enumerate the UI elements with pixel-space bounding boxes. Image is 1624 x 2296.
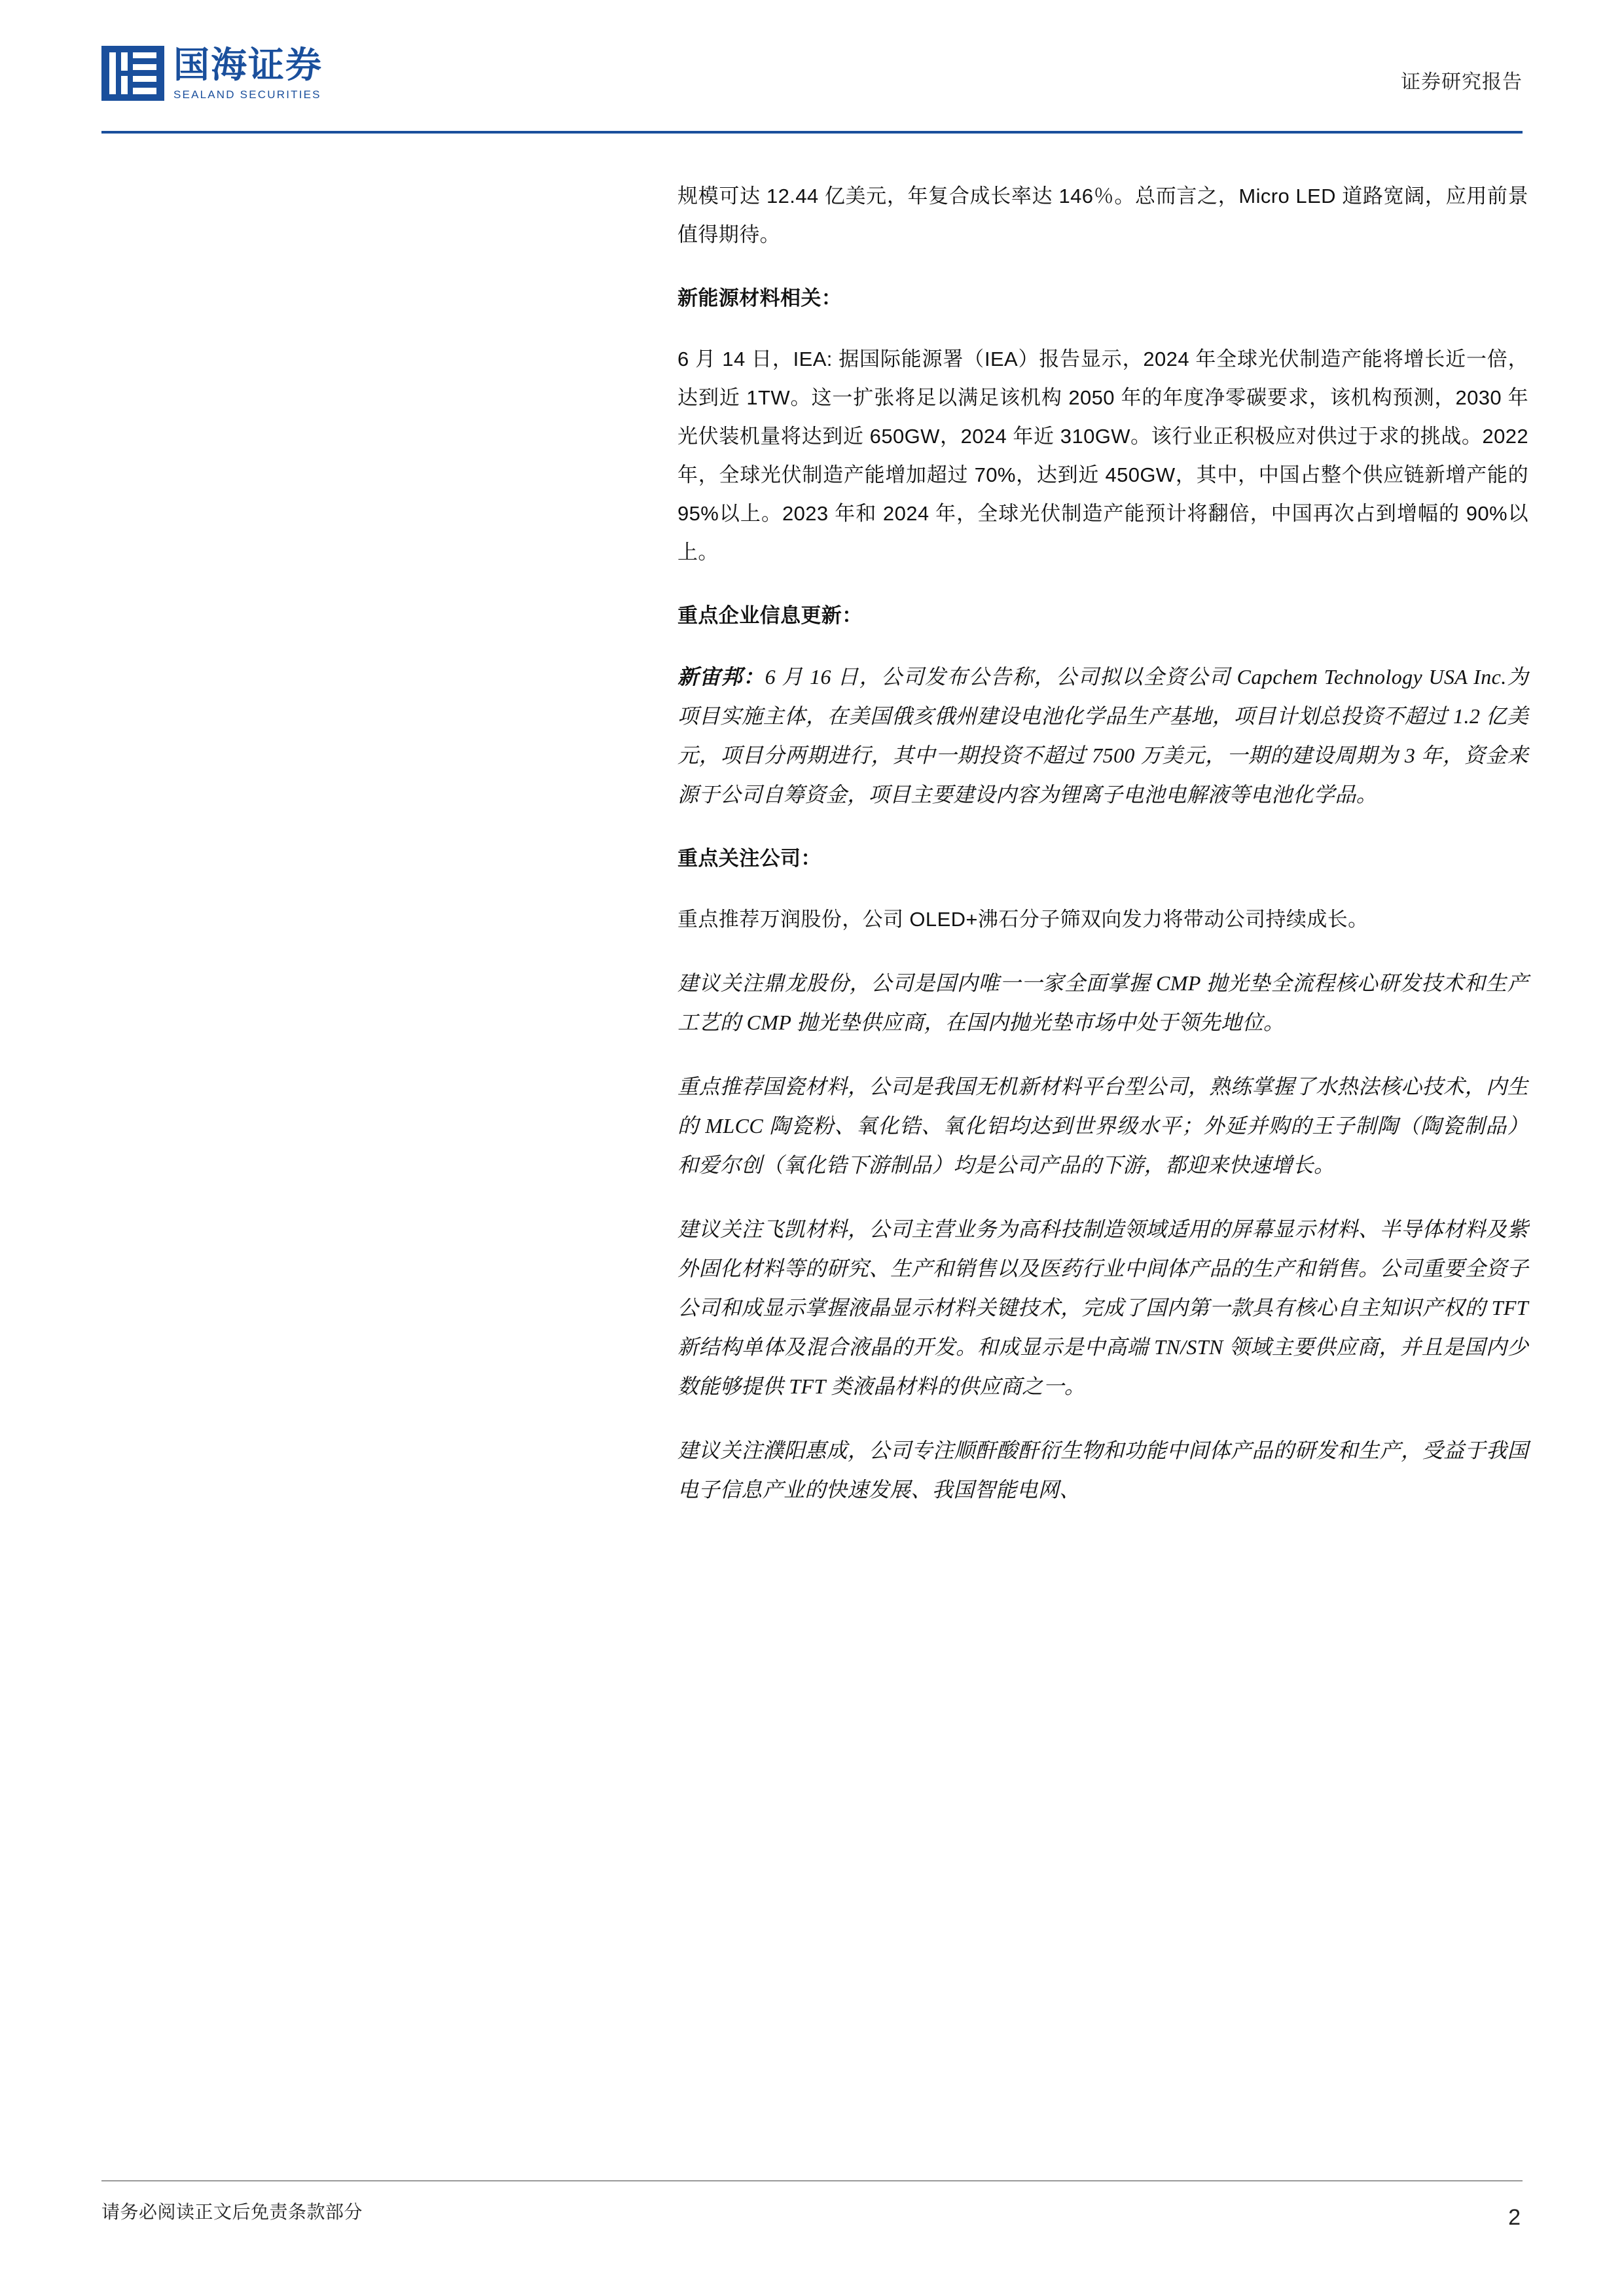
paragraph-dinglong: 建议关注鼎龙股份，公司是国内唯一一家全面掌握 CMP 抛光垫全流程核心研发技术和生产工艺的 CMP 抛光垫供应商，在国内抛光垫市场中处于领先地位。	[677, 971, 1528, 1034]
header-divider	[101, 131, 1523, 134]
paragraph-feikai: 建议关注飞凯材料，公司主营业务为高科技制造领域适用的屏幕显示材料、半导体材料及紫外固化材料等的研究、生产和销售以及医药行业中间体产品的生产和销售。公司重要全资子公司和成显示掌握液晶显示材料关键技术，完成了国内第一款具有核心自主知识产权的 TFT 新结构单体及混合液晶的开发。和成显示是中高端 TN/STN 领域主要供应商，并且是国内少数能够提供 TFT 类液晶材料的供应商之一。	[677, 1217, 1528, 1398]
footer-divider	[101, 2180, 1523, 2181]
paragraph-intro: 规模可达 12.44 亿美元，年复合成长率达 146％。总而言之，Micro LED 道路宽阔，应用前景值得期待。	[677, 185, 1528, 246]
heading-company-updates: 重点企业信息更新：	[677, 604, 863, 627]
logo-text	[173, 46, 323, 102]
company-name-capchem: 新宙邦：	[677, 665, 765, 689]
document-body	[677, 177, 1528, 1534]
footer-disclaimer: 请务必阅读正文后免责条款部分	[101, 2202, 363, 2222]
company-logo	[101, 46, 323, 102]
logo-name-cn: 国海证券	[173, 45, 323, 85]
page-header	[101, 46, 1523, 131]
report-type-label: 证券研究报告	[1401, 71, 1523, 93]
heading-new-energy-materials: 新能源材料相关：	[677, 287, 842, 310]
page-number: 2	[1508, 2205, 1521, 2230]
paragraph-wanrun: 重点推荐万润股份，公司 OLED+沸石分子筛双向发力将带动公司持续成长。	[677, 908, 1369, 931]
paragraph-capchem	[677, 657, 1528, 814]
paragraph-guoci: 重点推荐国瓷材料，公司是我国无机新材料平台型公司，熟练掌握了水热法核心技术，内生的 MLCC 陶瓷粉、氧化锆、氧化铝均达到世界级水平；外延并购的王子制陶（陶瓷制品）和爱尔创（氧化锆下游制品）均是公司产品的下游，都迎来快速增长。	[677, 1075, 1528, 1177]
capchem-detail: 6 月 16 日，公司发布公告称，公司拟以全资公司 Capchem Technology USA Inc.为项目实施主体，在美国俄亥俄州建设电池化学品生产基地，项目计划总投资不超过 1.2 亿美元，项目分两期进行，其中一期投资不超过 7500 万美元，一期的建设周期为 3 年，资金来源于公司自筹资金，项目主要建设内容为锂离子电池电解液等电池化学品。	[677, 665, 1528, 806]
paragraph-puyanghuicheng: 建议关注濮阳惠成，公司专注顺酐酸酐衍生物和功能中间体产品的研发和生产，受益于我国电子信息产业的快速发展、我国智能电网、	[677, 1439, 1528, 1501]
logo-name-en: SEALAND SECURITIES	[173, 88, 321, 101]
paragraph-iea-report: 6 月 14 日，IEA: 据国际能源署（IEA）报告显示，2024 年全球光伏制造产能将增长近一倍，达到近 1TW。这一扩张将足以满足该机构 2050 年的年度净零碳要求，该机构预测，2030 年光伏装机量将达到近 650GW，2024 年近 310GW。该行业正积极应对供过于求的挑战。2022 年，全球光伏制造产能增加超过 70%，达到近 450GW，其中，中国占整个供应链新增产能的 95%以上。2023 年和 2024 年，全球光伏制造产能预计将翻倍，中国再次占到增幅的 90%以上。	[677, 348, 1528, 564]
sealand-logo-icon	[101, 46, 164, 101]
heading-focus-companies: 重点关注公司：	[677, 847, 821, 870]
